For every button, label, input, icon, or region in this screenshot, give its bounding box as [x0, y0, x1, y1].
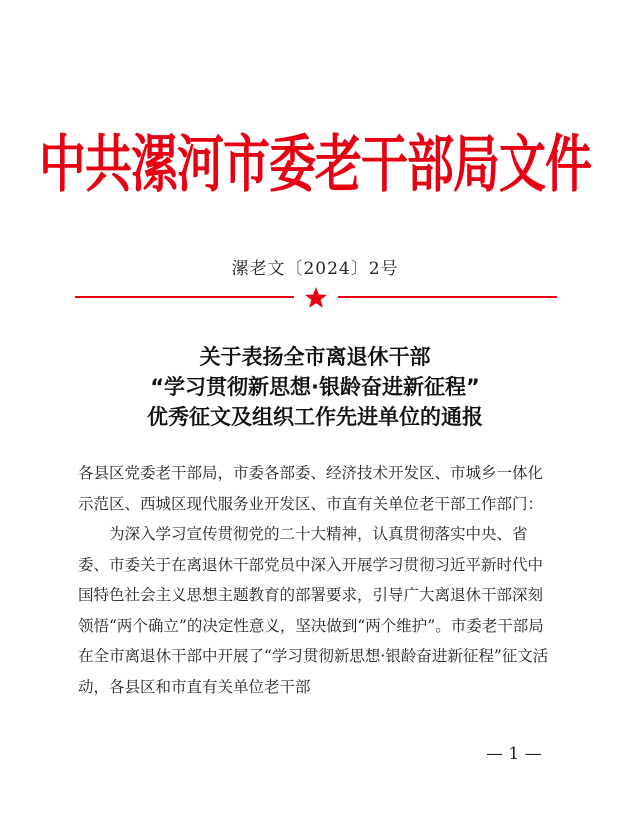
- body-paragraph: 为深入学习宣传贯彻党的二十大精神，认真贯彻落实中央、省委、市委关于在离退休干部党员中深入开展学习贯彻习近平新时代中国特色社会主义思想主题教育的部署要求，引导广大离退休干部深刻领悟“两个确立”的决定性意义，坚决做到“两个维护”。市委老干部局在全市离退休干部中开展了“学习贯彻新思想·银龄奋进新征程”征文活动，各县区和市直有关单位老干部: [78, 525, 549, 696]
- document-title: [60, 342, 570, 432]
- title-line-3: 优秀征文及组织工作先进单位的通报: [147, 405, 483, 429]
- red-divider: [75, 286, 557, 310]
- divider-line-right: [338, 296, 557, 298]
- document-number: 漯老文〔2024〕2号: [231, 259, 399, 279]
- divider-line-left: [75, 296, 294, 298]
- title-line-1: 关于表扬全市离退休干部: [199, 345, 431, 369]
- document-header-title: 中共漯河市委老干部局文件: [39, 128, 591, 202]
- star-icon: [304, 286, 328, 310]
- title-line-2: “学习贯彻新思想·银龄奋进新征程”: [150, 375, 480, 399]
- page-number: — 1 —: [486, 744, 542, 764]
- addressee-paragraph: 各县区党委老干部局，市委各部委、经济技术开发区、市城乡一体化示范区、西城区现代服务业开发区、市直有关单位老干部工作部门：: [78, 464, 544, 513]
- document-body: [78, 458, 554, 702]
